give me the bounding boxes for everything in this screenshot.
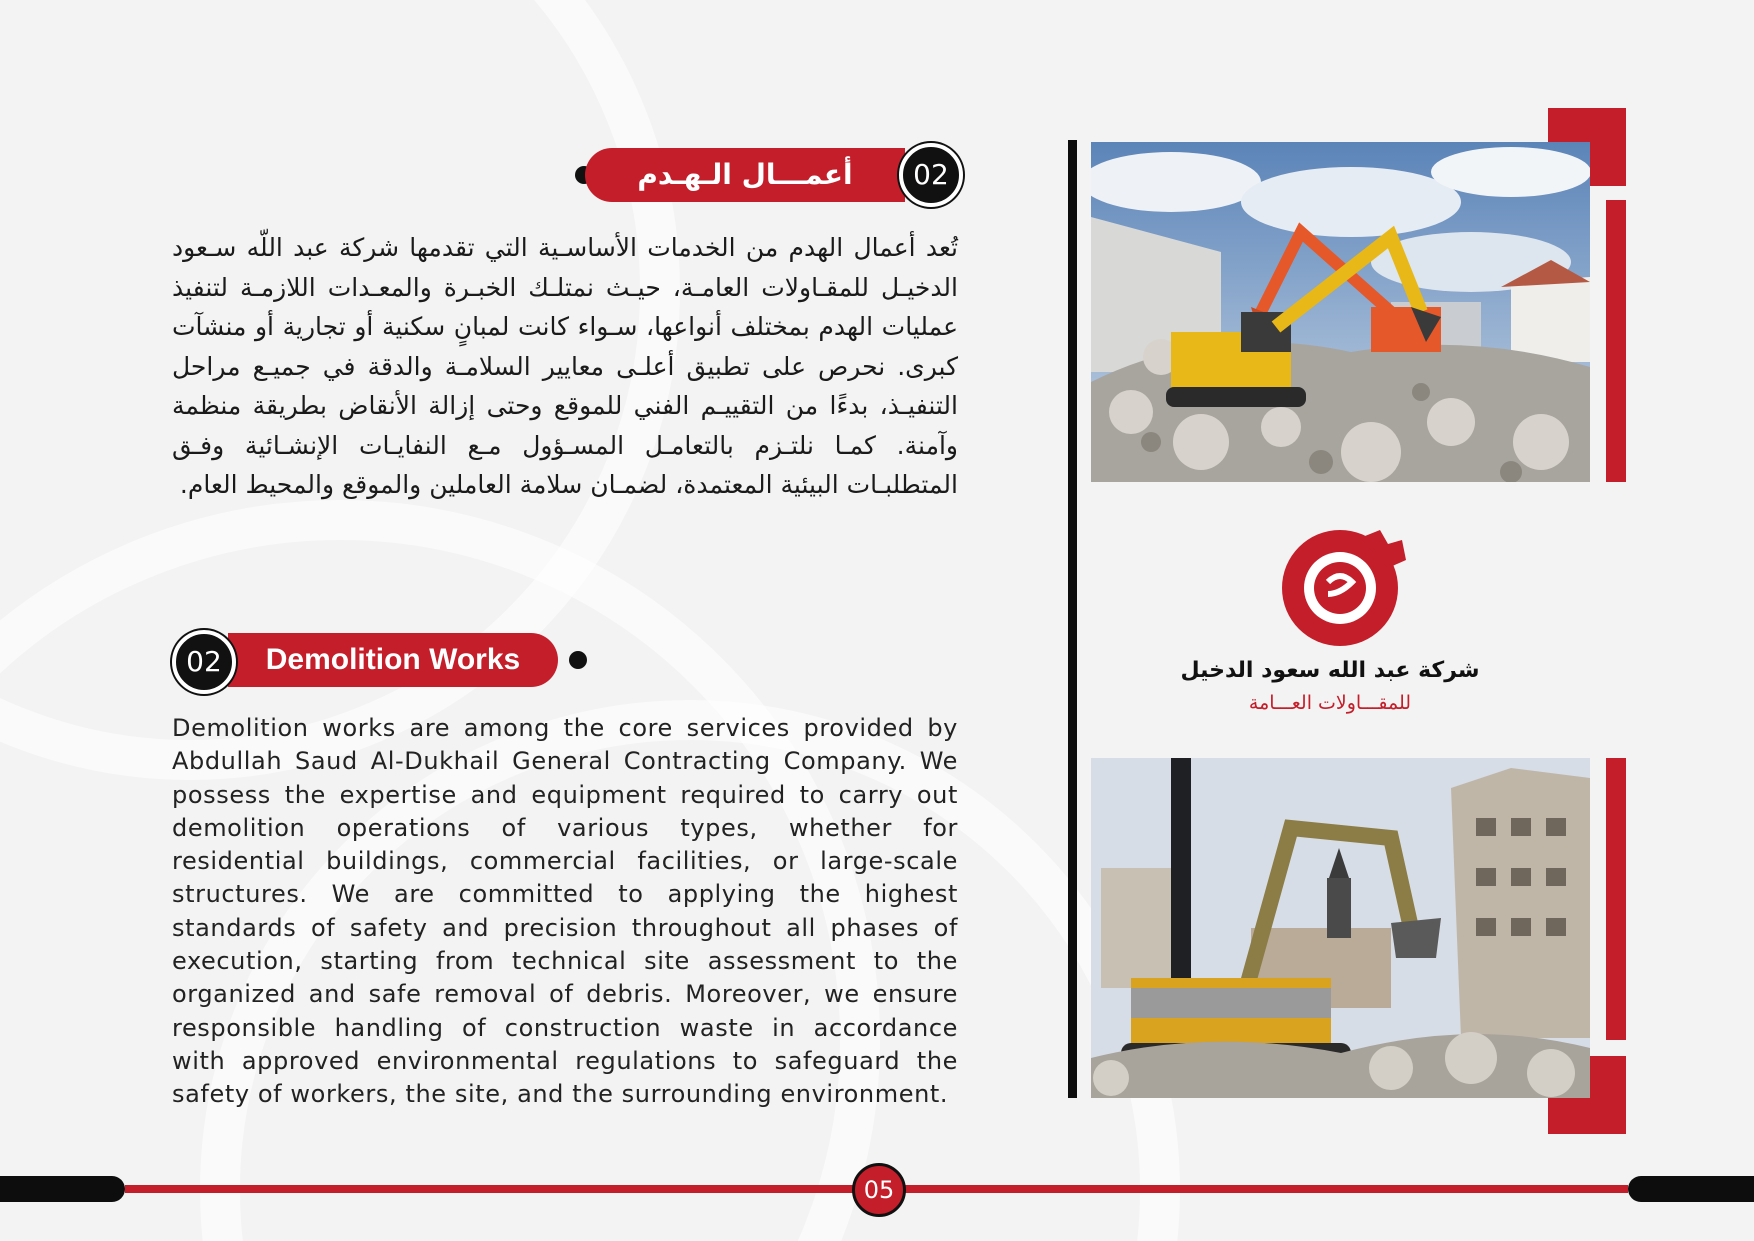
footer-bar-left	[0, 1176, 125, 1202]
company-logo	[1270, 520, 1420, 650]
vertical-divider	[1068, 140, 1077, 1098]
english-section-number: 02	[172, 630, 236, 694]
arabic-section-number: 02	[899, 143, 963, 207]
arabic-section-title: أعمـــال الـهـدم	[585, 148, 905, 202]
company-subtitle: للمقـــاولات العـــامة	[1248, 692, 1412, 714]
english-section-header	[172, 630, 592, 690]
page-number: 05	[852, 1163, 906, 1217]
bullet-dot	[569, 651, 587, 669]
english-body-text: Demolition works are among the core services provided by Abdullah Saud Al-Dukhail General Contracting Company. We possess the expertise and equipment required to carry out demolition operations of various types, whether for residential buildings, commercial facilities, or large-scale structures. We are committed to applying the highest standards of safety and precision throughout all phases of execution, starting from technical site assessment to the organized and safe removal of debris. Moreover, we ensure responsible handling of construction waste in accordance with approved environmental regulations to safeguard the safety of workers, the site, and the surrounding environment.	[172, 714, 958, 1109]
english-section-title: Demolition Works	[228, 633, 558, 687]
company-name: شركة عبد الله سعود الدخيل	[1180, 658, 1480, 683]
arabic-section-header	[575, 146, 960, 204]
footer-bar-right	[1628, 1176, 1754, 1202]
demolition-photo-bottom	[1091, 758, 1590, 1098]
red-bar-bottom	[1606, 758, 1626, 1040]
demolition-photo-top	[1091, 142, 1590, 482]
arabic-body-text: تُعد أعمال الهدم من الخدمات الأساسـية التي تقدمها شركة عبد اللّه سـعود الدخيـل للمقـاولات العامـة، حيـث نمتلـك الخبـرة والمعـدات اللازمـة لتنفيذ عمليات الهدم بمختلف أنواعها، سـواء كانت لمبانٍ سكنية أو تجارية أو منشآت كبرى. نحرص على تطبيق أعلـى معايير السلامـة والدقة في جميـع مراحل التنفيـذ، بدءًا من التقييـم الفني للموقع وحتى إزالة الأنقاض بطريقة منظمة وآمنة. كمـا نلتـزم بالتعامـل المسـؤول مـع النفايـات الإنشـائية وفـق المتطلبـات البيئية المعتمدة، لضمـان سلامة العاملين والموقع والمحيط العام.	[172, 233, 958, 499]
red-bar-top	[1606, 200, 1626, 482]
